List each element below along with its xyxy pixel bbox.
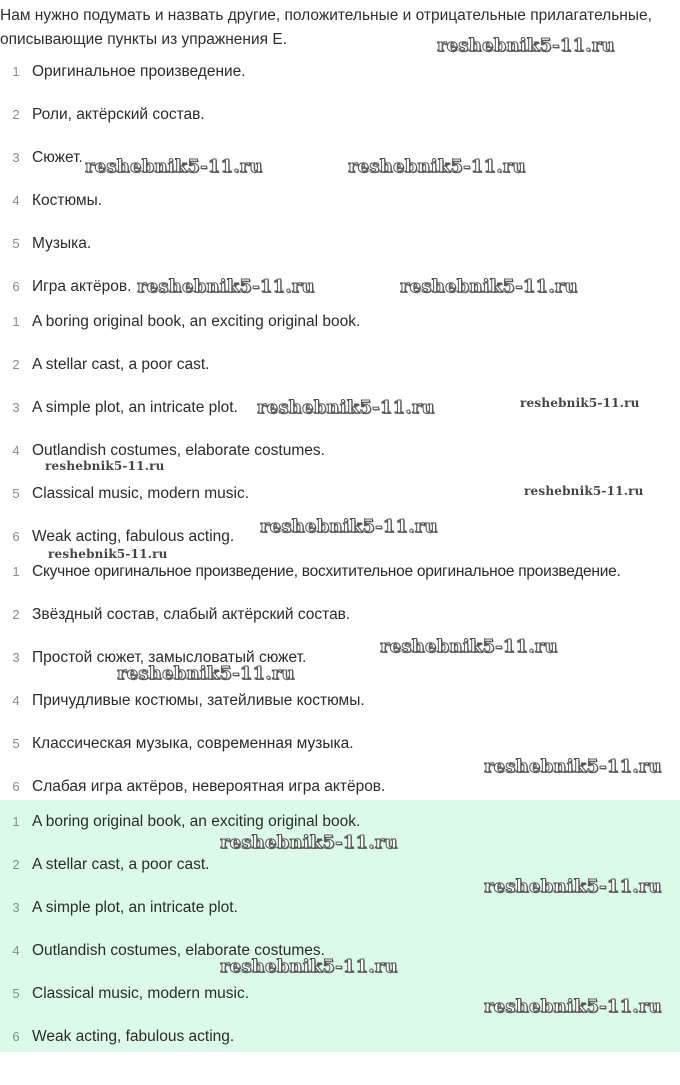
item-number: 2 <box>12 107 20 122</box>
list-item <box>0 722 680 765</box>
item-text: Classical music, modern music. <box>32 984 250 1002</box>
list-item <box>0 386 680 429</box>
list-item <box>0 300 680 343</box>
watermark: reshebnik5-11.ru <box>48 547 168 561</box>
list-item <box>0 179 680 222</box>
item-number: 3 <box>12 650 20 665</box>
item-number: 5 <box>12 736 20 751</box>
list-item <box>0 929 680 972</box>
item-text: Музыка. <box>32 234 92 252</box>
answer-list-highlighted <box>0 800 680 1052</box>
watermark: reshebnik5-11.ru <box>520 396 640 410</box>
item-number: 1 <box>12 64 20 79</box>
item-text: Outlandish costumes, elaborate costumes. <box>32 441 325 459</box>
watermark: reshebnik5-11.ru <box>257 397 435 418</box>
item-number: 4 <box>12 693 20 708</box>
item-text: Классическая музыка, современная музыка. <box>32 734 354 752</box>
item-text: A stellar cast, a poor cast. <box>32 355 210 373</box>
item-number: 3 <box>12 150 20 165</box>
watermark: reshebnik5-11.ru <box>380 636 558 657</box>
item-number: 1 <box>12 314 20 329</box>
answer-list-russian-items <box>0 50 680 308</box>
watermark: reshebnik5-11.ru <box>437 35 615 56</box>
item-text: Outlandish costumes, elaborate costumes. <box>32 941 325 959</box>
watermark: reshebnik5-11.ru <box>137 276 315 297</box>
item-text: Classical music, modern music. <box>32 484 250 502</box>
item-number: 2 <box>12 607 20 622</box>
item-number: 3 <box>12 900 20 915</box>
answer-list-english <box>0 300 680 558</box>
item-text: A boring original book, an exciting original book. <box>32 312 361 330</box>
list-item <box>0 1015 680 1058</box>
item-number: 6 <box>12 1029 20 1044</box>
watermark: reshebnik5-11.ru <box>45 459 165 473</box>
item-text: A stellar cast, a poor cast. <box>32 855 210 873</box>
list-item <box>0 636 680 679</box>
watermark: reshebnik5-11.ru <box>348 156 526 177</box>
item-text: Роли, актёрский состав. <box>32 105 205 123</box>
item-number: 2 <box>12 857 20 872</box>
item-text: Звёздный состав, слабый актёрский состав. <box>32 605 351 623</box>
watermark: reshebnik5-11.ru <box>484 996 662 1017</box>
item-text: Скучное оригинальное произведение, восхитительное оригинальное произведение. <box>32 562 621 580</box>
item-number: 1 <box>12 564 20 579</box>
watermark: reshebnik5-11.ru <box>220 832 398 853</box>
item-text: Простой сюжет, замысловатый сюжет. <box>32 648 307 666</box>
item-text: Костюмы. <box>32 191 103 209</box>
item-number: 4 <box>12 943 20 958</box>
list-item <box>0 550 680 593</box>
item-text: Игра актёров. <box>32 277 132 295</box>
task-description: Нам нужно подумать и назвать другие, положительные и отрицательные прилагательные, описывающие пункты из упражнения E. <box>0 7 652 48</box>
item-number: 6 <box>12 779 20 794</box>
list-item <box>0 429 680 472</box>
list-item <box>0 93 680 136</box>
list-item <box>0 972 680 1015</box>
item-text: Оригинальное произведение. <box>32 62 246 80</box>
item-number: 4 <box>12 193 20 208</box>
watermark: reshebnik5-11.ru <box>484 756 662 777</box>
list-item <box>0 800 680 843</box>
item-number: 4 <box>12 443 20 458</box>
watermark: reshebnik5-11.ru <box>85 156 263 177</box>
item-number: 1 <box>12 814 20 829</box>
list-item <box>0 843 680 886</box>
item-number: 6 <box>12 279 20 294</box>
item-number: 5 <box>12 486 20 501</box>
list-item <box>0 136 680 179</box>
watermark: reshebnik5-11.ru <box>484 876 662 897</box>
item-text: Причудливые костюмы, затейливые костюмы. <box>32 691 365 709</box>
item-text: Сюжет. <box>32 148 83 166</box>
item-number: 3 <box>12 400 20 415</box>
item-number: 5 <box>12 236 20 251</box>
watermark: reshebnik5-11.ru <box>400 276 578 297</box>
item-text: Weak acting, fabulous acting. <box>32 1027 235 1045</box>
item-number: 6 <box>12 529 20 544</box>
item-text: Weak acting, fabulous acting. <box>32 527 235 545</box>
item-number: 5 <box>12 986 20 1001</box>
list-item <box>0 679 680 722</box>
watermark: reshebnik5-11.ru <box>260 516 438 537</box>
answer-list-russian-translation <box>0 550 680 808</box>
list-item <box>0 343 680 386</box>
list-item <box>0 222 680 265</box>
watermark: reshebnik5-11.ru <box>220 956 398 977</box>
item-text: A simple plot, an intricate plot. <box>32 898 238 916</box>
list-item <box>0 472 680 515</box>
watermark: reshebnik5-11.ru <box>117 663 295 684</box>
item-text: A simple plot, an intricate plot. <box>32 398 238 416</box>
item-number: 2 <box>12 357 20 372</box>
item-text: Слабая игра актёров, невероятная игра актёров. <box>32 777 386 795</box>
item-text: A boring original book, an exciting original book. <box>32 812 361 830</box>
list-item <box>0 886 680 929</box>
list-item <box>0 50 680 93</box>
watermark: reshebnik5-11.ru <box>524 484 644 498</box>
list-item <box>0 593 680 636</box>
